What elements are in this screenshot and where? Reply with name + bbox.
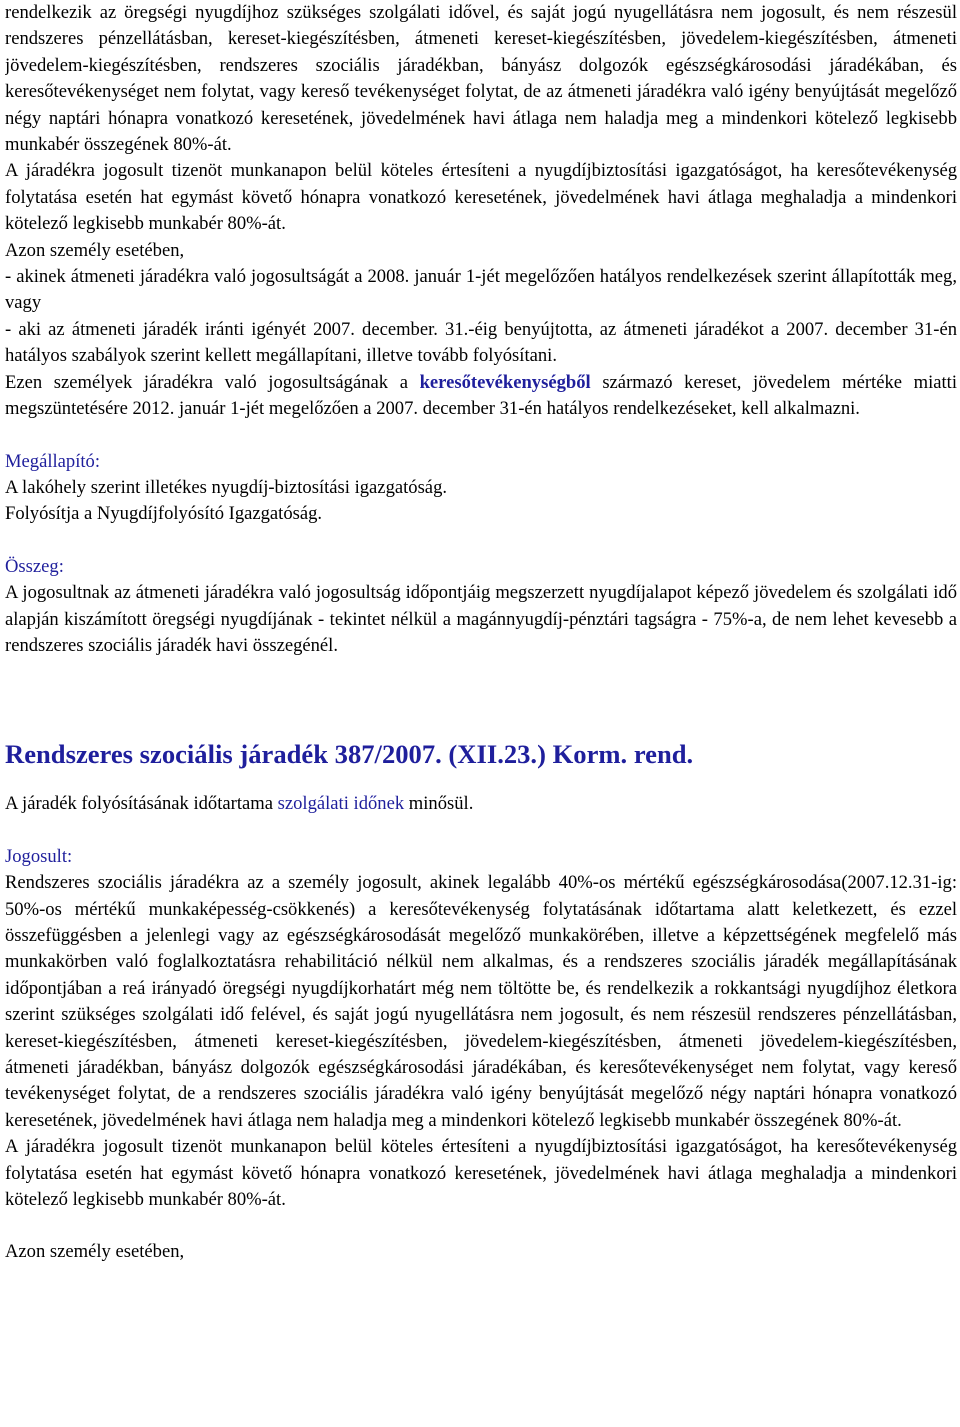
spacer [5,771,957,791]
paragraph-notification-duty: A járadékra jogosult tizenöt munkanapon belül köteles értesíteni a nyugdíjbiztosítási igazgatóságot, ha keresőtevékenység folytatása esetén hat egymást követő hónapra vonatkozó keresetének, jövedelmének havi átlaga meghaladja a mindenkori kötelező legkisebb munkabér 80%-át. [5,160,957,235]
text-segment: származó kereset, jövedelem mértéke miatti megszüntetésére 2012. január 1-jét megelőzően a 2007. december 31-én hatályos rendelkezéseket, kell alkalmazni. [5,371,957,420]
link-szolgalati-ido[interactable]: szolgálati időnek [277,793,405,815]
paragraph-list-item-2: - aki az átmeneti járadék iránti igényét 2007. december. 31.-éig benyújtotta, az átmeneti járadékot a 2007. december 31-én hatályos szabályok szerint kellett megállapítani, illetve tovább folyósítani. [5,318,957,367]
spacer [5,1213,957,1239]
spacer [5,818,957,844]
paragraph-duration [5,791,957,817]
paragraph-notification-duty-2: A járadékra jogosult tizenöt munkanapon belül köteles értesíteni a nyugdíjbiztosítási igazgatóságot, ha keresőtevékenység folytatása esetén hat egymást követő hónapra vonatkozó keresetének, jövedelmének havi átlaga meghaladja a mindenkori kötelező legkisebb munkabér 80%-át. [5,1136,957,1211]
paragraph-list-item-1: - akinek átmeneti járadékra való jogosultságát a 2008. január 1-jét megelőzően hatályos rendelkezések szerint állapították meg, vagy [5,266,957,314]
spacer [5,528,957,554]
text-segment: A járadék folyósításának időtartama [5,793,278,815]
text-segment: Ezen személyek járadékra való jogosultságának a [5,371,420,393]
spacer [5,423,957,449]
text-segment: minősül. [404,793,474,815]
section-title: Rendszeres szociális járadék 387/2007. (XII.23.) Korm. rend. [5,739,694,770]
heading-megallapito: Megállapító: [5,450,101,472]
paragraph-osszeg: A jogosultnak az átmeneti járadékra való jogosultság időpontjáig megszerzett nyugdíjalapot képező jövedelem és szolgálati idő alapján kiszámított öregségi nyugdíjának - tekintet nélkül a magánnyugdíj-pénztári tagságra - 75%-a, de nem lehet kevesebb a rendszeres szociális járadék havi összegénél. [5,582,957,656]
heading-osszeg: Összeg: [5,555,64,577]
paragraph-termination-rules [5,370,957,423]
heading-jogosult: Jogosult: [5,845,73,867]
paragraph-eligibility-conditions: rendelkezik az öregségi nyugdíjhoz szükséges szolgálati idővel, és saját jogú nyugellátásra nem jogosult, és nem részesül rendszeres pénzellátásban, kereset-kiegészítésben, átmeneti kereset-kiegészítésben, jövedelem-kiegészítésben, átmeneti jövedelem-kiegészítésben, rendszeres szociális járadékban, bányász dolgozók egészségkárosodási járadékában, és keresőtevékenységet nem folytat, vagy kereső tevékenységet folytat, de az átmeneti járadékra való igény benyújtását megelőző négy naptári hónapra vonatkozó keresetének, jövedelmének havi átlaga nem haladja meg a mindenkori kötelező legkisebb munkabér összegének 80%-át. [5,2,957,156]
paragraph-megallapito-1: A lakóhely szerint illetékes nyugdíj-biztosítási igazgatóság. [5,476,448,498]
paragraph-jogosult: Rendszeres szociális járadékra az a személy jogosult, akinek legalább 40%-os mértékű egészségkárosodása(2007.12.31-ig: 50%-os mértékű munkaképesség-csökkenés) a keresőtevékenység folytatásának időtartama alatt keletkezett, és ezzel összefüggésben a jelenlegi vagy az egészségkárosodását megelőző munkakörében, illetve a képzettségének megfelelő más munkakörben való foglalkoztatásra rehabilitáció nélkül nem alkalmas, és a rendszeres szociális járadék megállapításának időpontjában a reá irányadó öregségi nyugdíjkorhatárt még nem töltötte be, és rendelkezik a rokkantsági nyugdíjhoz életkora szerint szükséges szolgálati idő felével, és saját jogú nyugellátásra nem jogosult, és nem részesül rendszeres pénzellátásban, kereset-kiegészítésben, átmeneti kereset-kiegészítésben, jövedelem-kiegészítésben, átmeneti jövedelem-kiegészítésben, átmeneti járadékban, bányász dolgozók egészségkárosodási járadékában, és keresőtevékenységet nem folytat, vagy kereső tevékenységet folytat, de a rendszeres szociális járadékra való igény benyújtását megelőző négy naptári hónapra vonatkozó keresetének, jövedelmének havi átlaga nem haladja meg a mindenkori kötelező legkisebb munkabér összegének 80%-át. [5,872,957,1131]
document-page [5,0,957,1427]
link-keresotevekenyseg[interactable]: keresőtevékenységből [419,371,591,393]
paragraph-persons-intro-2: Azon személy esetében, [5,1241,185,1263]
spacer [5,659,957,733]
paragraph-megallapito-2: Folyósítja a Nyugdíjfolyósító Igazgatóság. [5,503,323,525]
paragraph-persons-intro: Azon személy esetében, [5,239,185,261]
